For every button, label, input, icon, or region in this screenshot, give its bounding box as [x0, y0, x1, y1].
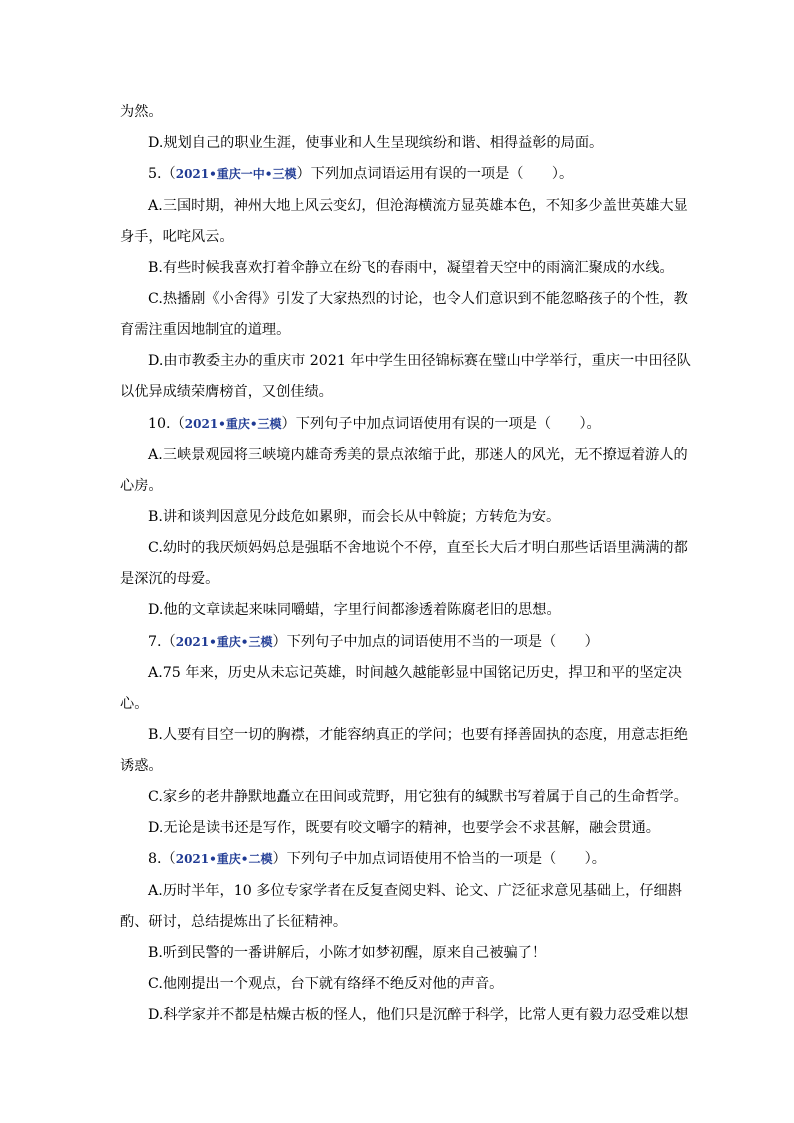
question-number: 8.（: [148, 851, 176, 867]
option-b: B.人要有目空一切的胸襟，才能容纳真正的学问；也要有择善固执的态度，用意志拒绝: [148, 727, 688, 743]
question-8-heading: [148, 849, 676, 869]
question-source: 2021•重庆•三模: [184, 417, 282, 431]
option-c: C.幼时的我厌烦妈妈总是强聒不舍地说个不停，直至长大后才明白那些话语里满满的都: [148, 540, 688, 556]
option-d: D.规划自己的职业生涯，使事业和人生呈现缤纷和谐、相得益彰的局面。: [148, 135, 604, 151]
option-d: D.他的文章读起来味同嚼蜡，字里行间都渗透着陈腐老旧的思想。: [148, 602, 561, 618]
question-7-heading: [148, 632, 676, 652]
option-b: B.听到民警的一番讲解后，小陈才如梦初醒，原来自己被骗了！: [148, 945, 547, 961]
text-line: 是深沉的母爱。: [120, 571, 220, 587]
option-d: D.无论是读书还是写作，既要有咬文嚼字的精神，也要学会不求甚解，融会贯通。: [148, 820, 660, 836]
option-a: A.三峡景观园将三峡境内雄奇秀美的景点浓缩于此，那迷人的风光，无不撩逗着游人的: [148, 447, 688, 463]
question-10-heading: [148, 414, 676, 434]
question-source: 2021•重庆•三模: [175, 635, 273, 649]
question-number: 7.（: [148, 634, 176, 650]
option-a: A.三国时期，神州大地上风云变幻，但沧海横流方显英雄本色，不知多少盖世英雄大显: [148, 198, 688, 214]
option-c: C.家乡的老井静默地矗立在田间或荒野，用它独有的缄默书写着属于自己的生命哲学。: [148, 789, 688, 805]
question-prompt: ）下列句子中加点词语使用不恰当的一项是（ ）。: [272, 851, 606, 867]
question-number: 10.（: [148, 416, 185, 432]
text-line: 诱惑。: [120, 758, 163, 774]
text-line: 以优异成绩荣膺榜首，又创佳绩。: [120, 384, 333, 400]
option-d: D.由市教委主办的重庆市 2021 年中学生田径锦标赛在璧山中学举行，重庆一中田径队: [148, 353, 691, 369]
option-d: D.科学家并不都是枯燥古板的怪人，他们只是沉醉于科学，比常人更有毅力忍受难以想: [148, 1007, 689, 1023]
option-a: A.75 年来，历史从未忘记英雄，时间越久越能彰显中国铭记历史，捍卫和平的坚定决: [148, 665, 682, 681]
question-source: 2021•重庆•二模: [175, 852, 273, 866]
text-line: 身手，叱咤风云。: [120, 229, 234, 245]
question-number: 5.（: [148, 166, 176, 182]
question-source: 2021•重庆一中•三模: [175, 167, 297, 181]
question-prompt: ）下列句子中加点词语使用有误的一项是（ ）。: [281, 416, 601, 432]
text-line: 为然。: [120, 104, 163, 120]
question-prompt: ）下列加点词语运用有误的一项是（ ）。: [296, 166, 574, 182]
option-b: B.有些时候我喜欢打着伞静立在纷飞的春雨中，凝望着天空中的雨滴汇聚成的水线。: [148, 260, 674, 276]
option-c: C.他刚提出一个观点，台下就有络绎不绝反对他的声音。: [148, 976, 504, 992]
option-a: A.历时半年，10 多位专家学者在反复查阅史料、论文、广泛征求意见基础上，仔细斟: [148, 883, 682, 899]
text-line: 育需注重因地制宜的道理。: [120, 322, 291, 338]
option-b: B.讲和谈判因意见分歧危如累卵，而会长从中斡旋；方转危为安。: [148, 509, 561, 525]
question-prompt: ）下列句子中加点的词语使用不当的一项是（ ）: [272, 634, 599, 650]
text-line: 心房。: [120, 478, 163, 494]
option-c: C.热播剧《小舍得》引发了大家热烈的讨论，也令人们意识到不能忽略孩子的个性，教: [148, 291, 688, 307]
text-line: 酌、研讨，总结提炼出了长征精神。: [120, 914, 348, 930]
text-line: 心。: [120, 696, 149, 712]
question-5-heading: [148, 164, 676, 184]
